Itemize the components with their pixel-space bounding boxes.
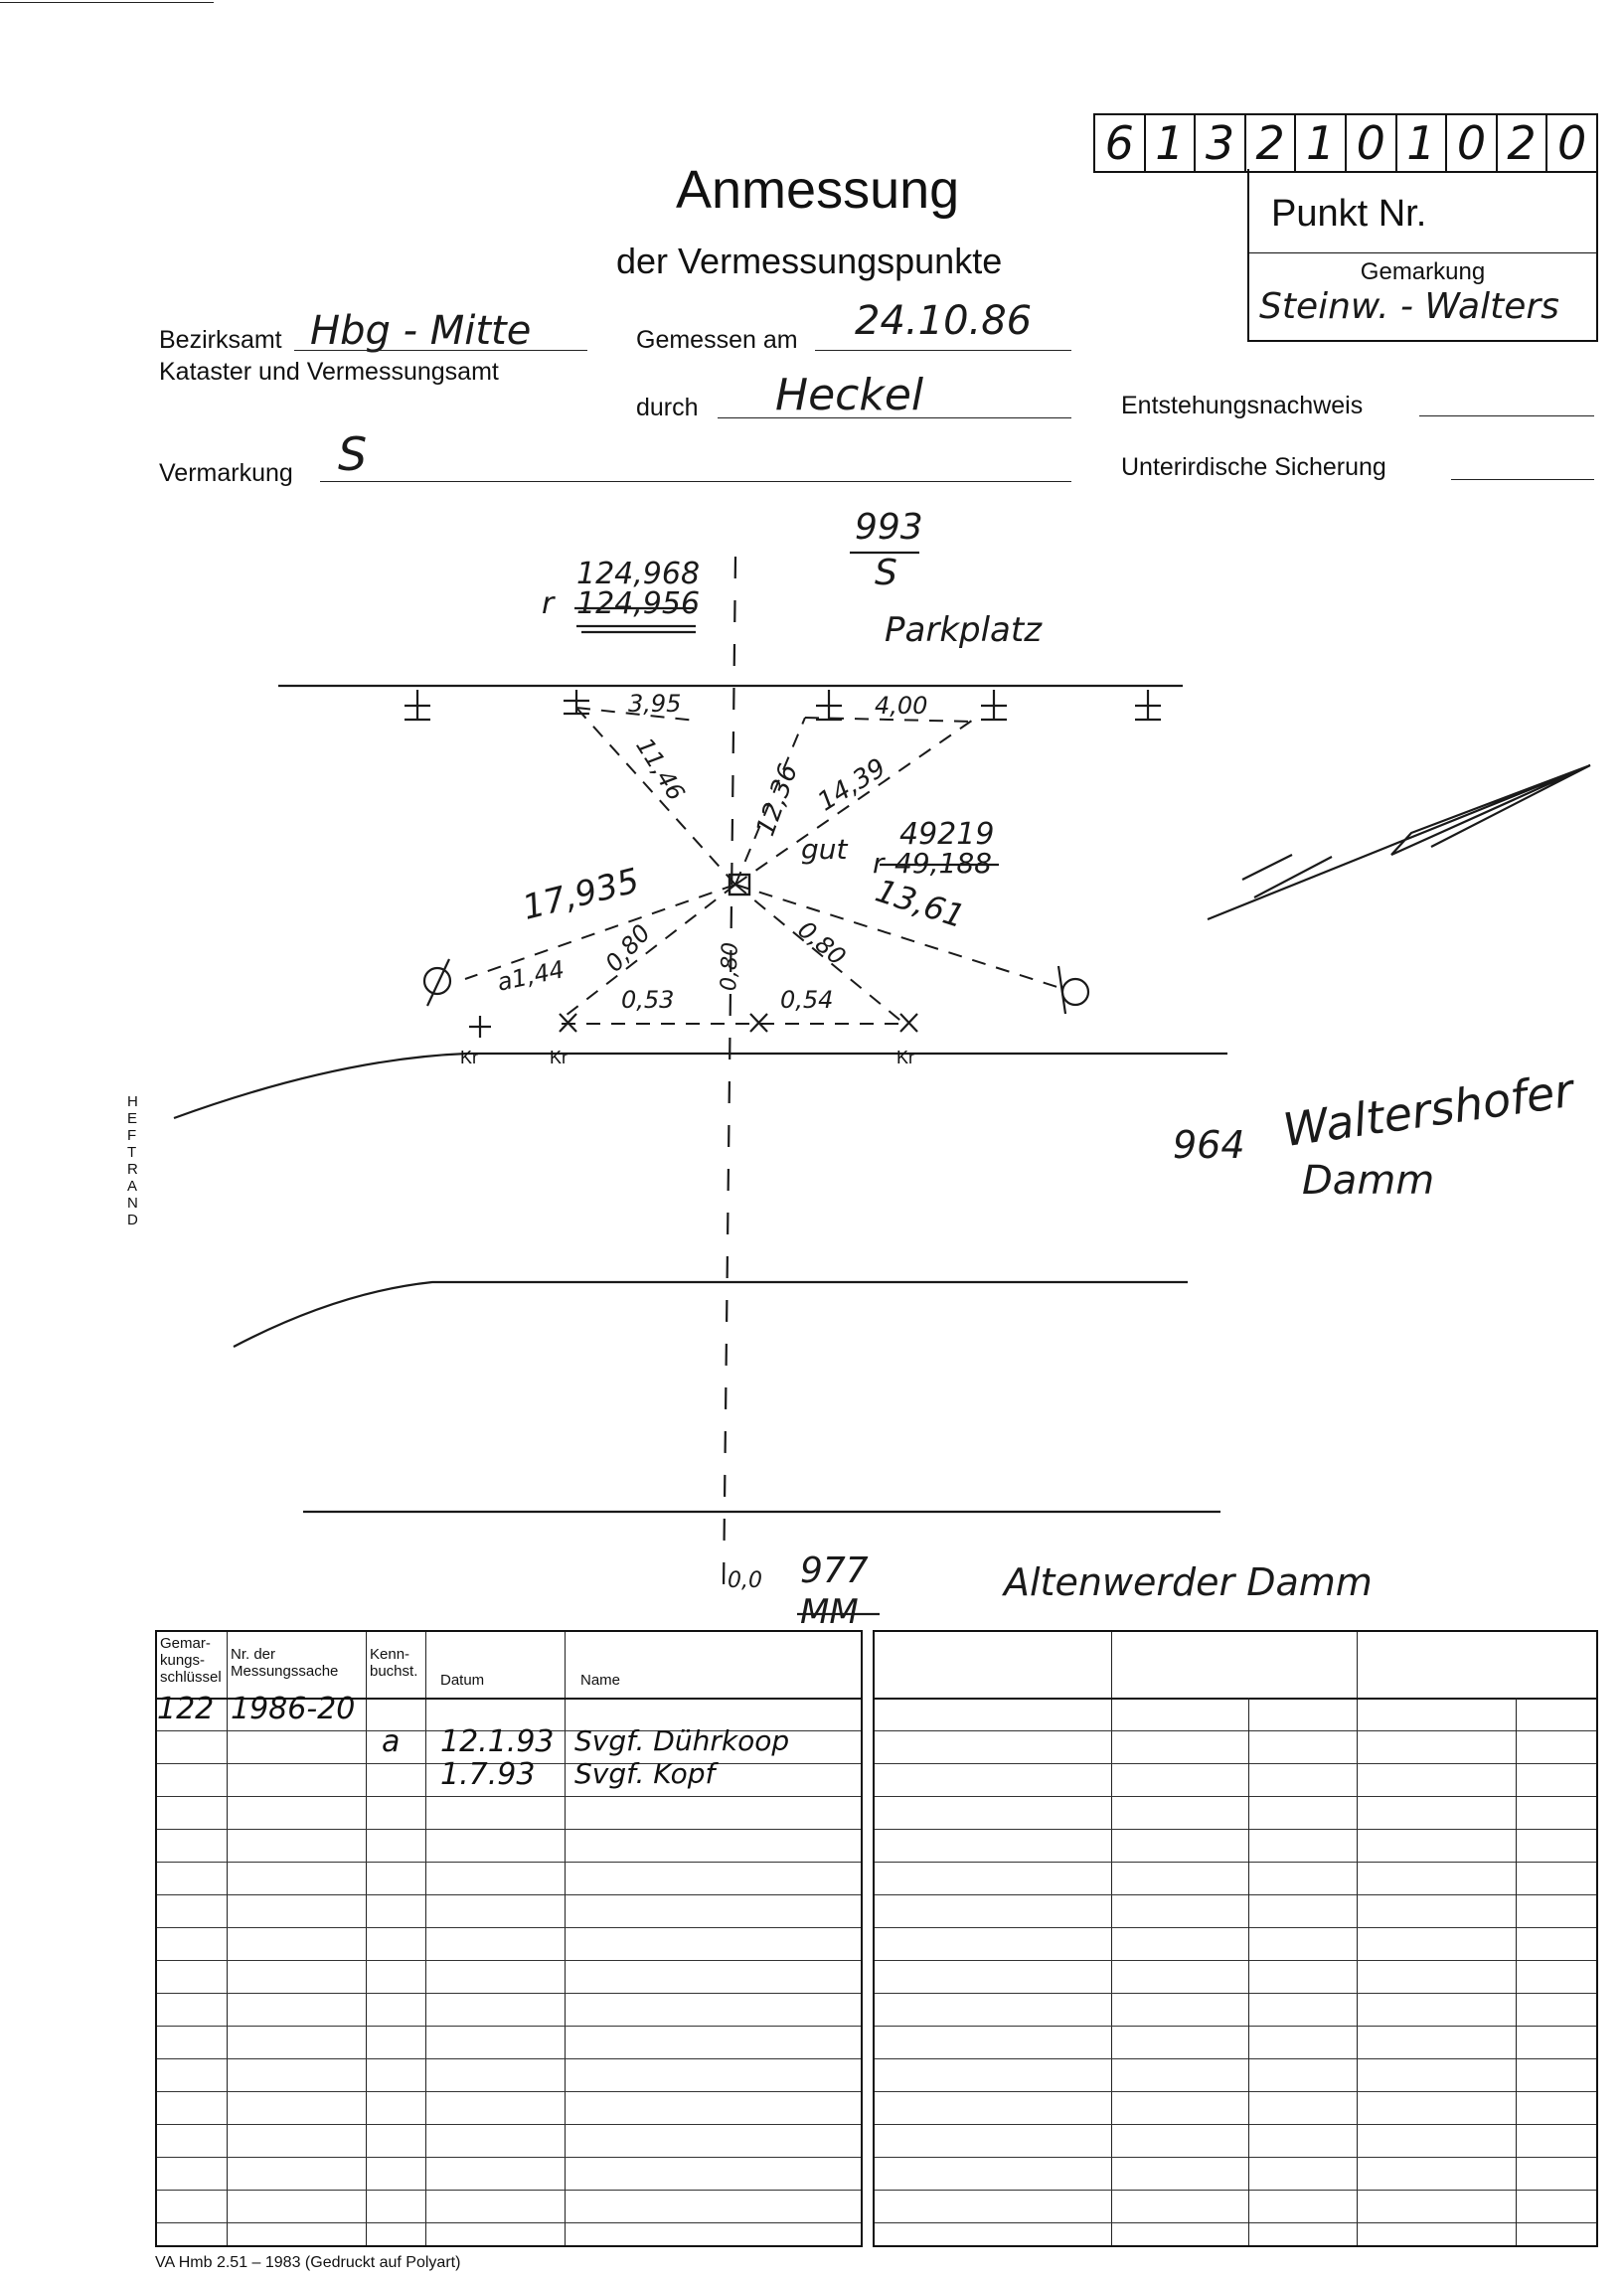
origin-label: 0,0 <box>728 1568 762 1593</box>
point-number-label: Punkt Nr. <box>1271 193 1427 235</box>
distance-top-r: r <box>542 586 555 621</box>
durch-value: Heckel <box>775 370 924 420</box>
header-gemarkungsschluessel: Gemar- kungs- schlüssel <box>160 1635 222 1686</box>
footer-note: VA Hmb 2.51 – 1983 (Gedruckt auf Polyart) <box>155 2254 461 2271</box>
measure-054: 0,54 <box>780 986 834 1014</box>
bezirksamt-label: Bezirksamt <box>159 326 282 354</box>
measure-080-left: 0,80 <box>599 918 657 978</box>
table-cell-datum: 12.1.93 <box>440 1724 555 1759</box>
measure-080-right: 0,80 <box>792 915 852 971</box>
measure-49188: 49,188 <box>894 847 992 880</box>
measure-axis <box>724 557 735 1590</box>
street-label-damm: Damm <box>1302 1158 1435 1204</box>
kerb-label-3: Kr <box>896 1048 914 1067</box>
gemarkung-label: Gemarkung <box>1360 258 1486 285</box>
sicherung-label: Unterirdische Sicherung <box>1121 453 1386 481</box>
vermarkung-label: Vermarkung <box>159 459 293 487</box>
header-kennbuchst: Kenn- buchst. <box>370 1646 418 1680</box>
vermarkung-value: S <box>338 427 368 481</box>
point-top-mark: S <box>875 553 897 593</box>
point-bottom-mark: MM <box>800 1592 859 1632</box>
point-number-digit: 1 <box>1296 115 1347 171</box>
measure-1361: 13,61 <box>871 871 970 936</box>
gemessen-value: 24.10.86 <box>855 298 1033 344</box>
heftrand-label: HEFTRAND <box>127 1093 138 1228</box>
point-number-digit: 2 <box>1246 115 1297 171</box>
point-number-digit: 6 <box>1095 115 1146 171</box>
point-top-number: 993 <box>855 507 923 548</box>
street-label-altenwerder: Altenwerder Damm <box>1004 1560 1373 1604</box>
measure-1236: 12,36 <box>750 759 805 841</box>
point-number-digit: 0 <box>1557 116 1587 170</box>
point-number-digit: 0 <box>1347 115 1397 171</box>
measure-400: 4,00 <box>875 692 928 720</box>
bezirksamt-value: Hbg - Mitte <box>310 308 532 354</box>
point-number-digit: 0 <box>1447 115 1498 171</box>
table-cell-name: Svgf. Dührkoop <box>574 1724 790 1757</box>
page-subtitle: der Vermessungspunkte <box>616 241 1003 281</box>
kerb-label-2: Kr <box>550 1048 568 1067</box>
lamp-post-left <box>424 968 450 994</box>
point-number-digit: 1 <box>1397 115 1448 171</box>
table-cell-name: Svgf. Kopf <box>574 1757 716 1790</box>
parkplatz-label: Parkplatz <box>885 610 1043 650</box>
table-cell-kenn: a <box>382 1724 401 1759</box>
distance-top-2: 124,956 <box>576 586 701 621</box>
measure-49219: 49219 <box>899 817 995 852</box>
gemessen-label: Gemessen am <box>636 326 798 354</box>
record-table-right <box>873 1630 1598 2247</box>
kataster-label: Kataster und Vermessungsamt <box>159 358 499 386</box>
measure-1146: 11,46 <box>630 733 691 806</box>
table-cell-schluessel: 122 <box>157 1692 215 1726</box>
point-number-digit: 3 <box>1196 115 1246 171</box>
measure-053: 0,53 <box>621 986 675 1014</box>
page-title: Anmessung <box>676 160 960 220</box>
point-number-digit: 1 <box>1146 115 1197 171</box>
record-table-left <box>155 1630 863 2247</box>
measure-r-prefix: r <box>873 847 885 880</box>
header-datum: Datum <box>440 1672 485 1689</box>
kerb-label-1: Kr <box>460 1048 478 1067</box>
gut-label: gut <box>801 833 848 866</box>
measure-17935: 17,935 <box>518 861 644 928</box>
table-cell-nr: 1986-20 <box>231 1692 356 1726</box>
measure-080-center: 0,80 <box>717 941 743 992</box>
gemarkung-value: Steinw. - Walters <box>1259 286 1559 327</box>
entstehung-label: Entstehungsnachweis <box>1121 392 1364 419</box>
durch-label: durch <box>636 394 699 421</box>
road-upper-edge <box>174 1054 1227 1118</box>
point-bottom-number: 977 <box>800 1550 869 1591</box>
measure-1439: 14,39 <box>812 752 892 818</box>
distance-top-1: 124,968 <box>576 557 701 591</box>
header-name: Name <box>580 1672 621 1689</box>
north-arrow <box>1208 765 1590 919</box>
measure-144: a1,44 <box>494 955 568 997</box>
point-number-digit: 2 <box>1498 115 1548 171</box>
lamp-post-right <box>1062 979 1088 1005</box>
measure-395: 3,95 <box>628 690 682 718</box>
street-label-waltershofer: Waltershofer <box>1279 1062 1577 1158</box>
road-lower-edge <box>234 1282 1188 1347</box>
header-messungssache: Nr. der Messungssache <box>231 1646 339 1680</box>
street-number: 964 <box>1173 1123 1245 1167</box>
table-cell-datum: 1.7.93 <box>440 1757 536 1792</box>
